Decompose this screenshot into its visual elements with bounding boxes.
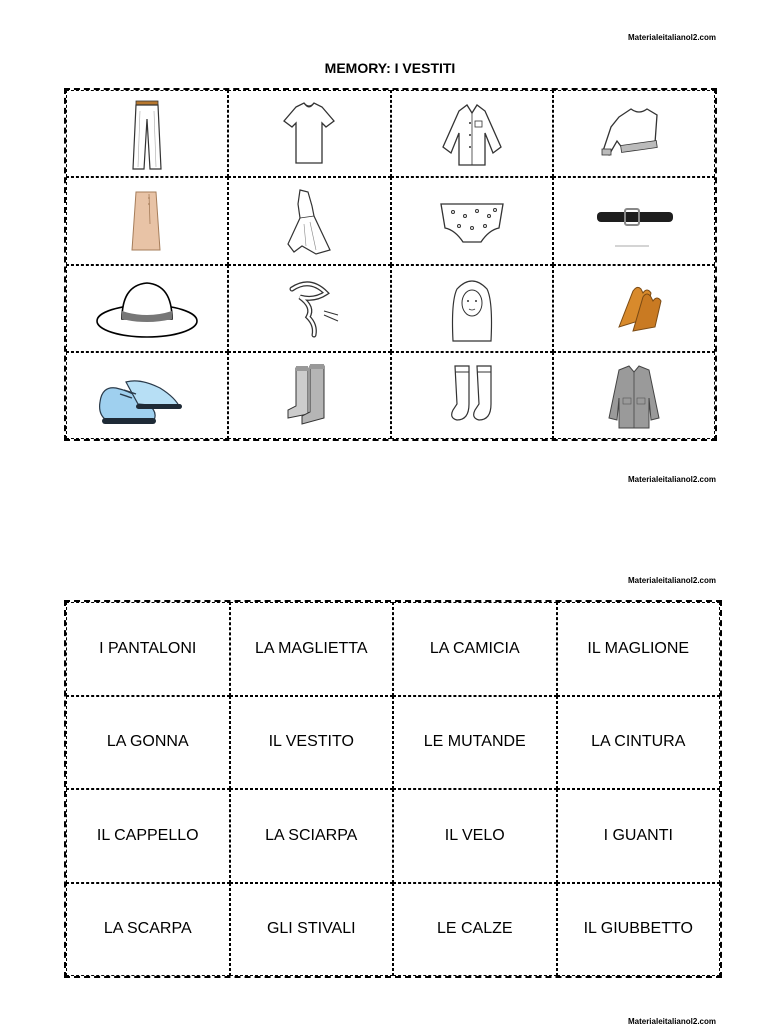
picture-card[interactable] <box>66 352 228 439</box>
word-card[interactable]: LE MUTANDE <box>393 696 557 790</box>
picture-card[interactable] <box>553 177 715 264</box>
hat-icon <box>92 271 202 345</box>
word-card[interactable]: LA SCARPA <box>66 883 230 977</box>
gloves-icon <box>579 271 689 345</box>
word-card[interactable]: IL MAGLIONE <box>557 602 721 696</box>
boots-icon <box>254 358 364 432</box>
word-card[interactable]: IL VESTITO <box>230 696 394 790</box>
picture-card[interactable] <box>553 90 715 177</box>
word-card[interactable]: IL VELO <box>393 789 557 883</box>
shirt-icon <box>417 97 527 171</box>
underpants-icon <box>417 184 527 258</box>
picture-card[interactable] <box>228 177 390 264</box>
word-card[interactable]: LA CAMICIA <box>393 602 557 696</box>
picture-card[interactable] <box>391 352 553 439</box>
word-card[interactable]: LA CINTURA <box>557 696 721 790</box>
pants-icon <box>92 97 202 171</box>
picture-card[interactable] <box>228 265 390 352</box>
picture-card[interactable] <box>228 352 390 439</box>
site-watermark: Materialeitalianol2.com <box>627 1017 716 1026</box>
veil-icon <box>417 271 527 345</box>
picture-card-grid <box>64 88 717 441</box>
picture-card[interactable] <box>66 265 228 352</box>
word-card[interactable]: IL GIUBBETTO <box>557 883 721 977</box>
word-card[interactable]: I PANTALONI <box>66 602 230 696</box>
dress-icon <box>254 184 364 258</box>
picture-card[interactable] <box>391 90 553 177</box>
picture-card[interactable] <box>391 265 553 352</box>
word-card[interactable]: I GUANTI <box>557 789 721 883</box>
shoes-icon <box>92 358 202 432</box>
site-watermark: Materialeitalianol2.com <box>627 33 716 42</box>
tshirt-icon <box>254 97 364 171</box>
word-card-grid <box>64 600 722 978</box>
word-card[interactable]: IL CAPPELLO <box>66 789 230 883</box>
word-card[interactable]: LA MAGLIETTA <box>230 602 394 696</box>
picture-card[interactable] <box>66 90 228 177</box>
sweater-icon <box>579 97 689 171</box>
site-watermark: Materialeitalianol2.com <box>627 576 716 585</box>
belt-icon <box>579 184 689 258</box>
picture-card[interactable] <box>553 352 715 439</box>
picture-card[interactable] <box>66 177 228 264</box>
scarf-icon <box>254 271 364 345</box>
word-card[interactable]: LA GONNA <box>66 696 230 790</box>
word-card[interactable]: LE CALZE <box>393 883 557 977</box>
page-title: MEMORY: I VESTITI <box>324 60 456 76</box>
word-card[interactable]: LA SCIARPA <box>230 789 394 883</box>
site-watermark: Materialeitalianol2.com <box>627 475 716 484</box>
socks-icon <box>417 358 527 432</box>
picture-card[interactable] <box>553 265 715 352</box>
jacket-icon <box>579 358 689 432</box>
word-card[interactable]: GLI STIVALI <box>230 883 394 977</box>
picture-card[interactable] <box>228 90 390 177</box>
picture-card[interactable] <box>391 177 553 264</box>
skirt-icon <box>92 184 202 258</box>
